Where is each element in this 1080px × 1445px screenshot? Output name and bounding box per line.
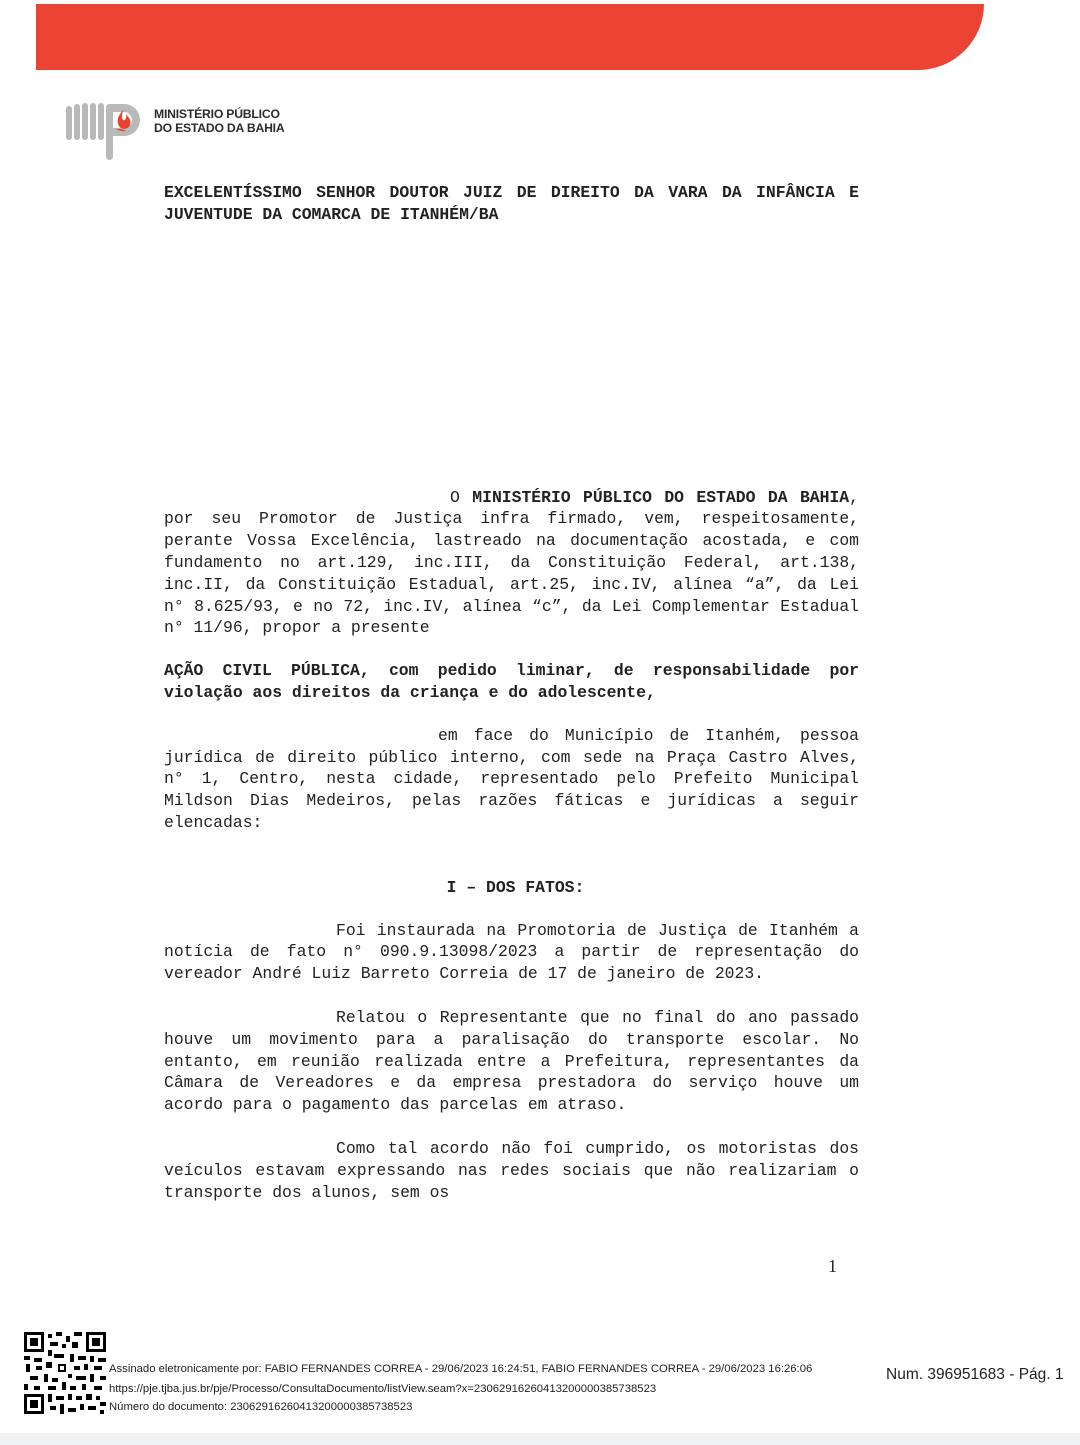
intro-institution: MINISTÉRIO PÚBLICO DO ESTADO DA BAHIA <box>472 487 850 507</box>
footer-num-page: Num. 396951683 - Pág. 1 <box>886 1366 1064 1383</box>
action-title: AÇÃO CIVIL PÚBLICA, com pedido liminar, de responsabilidade por violação aos direitos da criança e do adolescente, <box>164 661 859 702</box>
mp-logo-icon <box>66 100 146 162</box>
fact-paragraph-2: Relatou o Representante que no final do ano passado houve um movimento para a paralisação do transporte escolar. No entanto, em reunião realizada entre a Prefeitura, representantes da Câmara de Vereadores e da empresa prestadora do serviço houve um acordo para o pagamento das parcelas em atraso. <box>164 1007 859 1115</box>
bottom-strip <box>0 1433 1080 1445</box>
logo-line-1: MINISTÉRIO PÚBLICO <box>154 107 280 121</box>
footer-signature: Assinado eletronicamente por: FABIO FERNANDES CORREA - 29/06/2023 16:24:51, FABIO FERNANDES CORREA - 29/06/2023 16:26:06 <box>109 1363 813 1375</box>
addressee: EXCELENTÍSSIMO SENHOR DOUTOR JUIZ DE DIREITO DA VARA DA INFÂNCIA E JUVENTUDE DA COMARCA DE ITANHÉM/BA <box>164 183 859 224</box>
document-body <box>164 182 859 1203</box>
intro-paragraph <box>164 487 859 640</box>
defendant-paragraph: em face do Município de Itanhém, pessoa jurídica de direito público interno, com sede na Praça Castro Alves, n° 1, Centro, nesta cidade, representado pelo Prefeito Municipal Mildson Dias Medeiros, pelas razões fáticas e jurídicas a seguir elencadas: <box>164 725 859 832</box>
logo-line-2: DO ESTADO DA BAHIA <box>154 121 285 135</box>
fact-paragraph-1: Foi instaurada na Promotoria de Justiça de Itanhém a notícia de fato n° 090.9.13098/2023 a partir de representação do vereador André Luiz Barreto Correia de 17 de janeiro de 2023. <box>164 920 859 984</box>
qr-code-icon <box>24 1332 106 1414</box>
header-band <box>36 4 984 70</box>
intro-rest: , por seu Promotor de Justiça infra firmado, vem, respeitosamente, perante Vossa Excelência, lastreado na documentação acostada, e com fundamento no art.129, inc.III, da Constituição Federal, art.138, inc.II, da Constituição Estadual, art.25, inc.IV, alínea “a”, da Lei n° 8.625/93, e no 72, inc.IV, alínea “c”, da Lei Complementar Estadual n° 11/96, propor a presente <box>164 487 859 638</box>
intro-prefix: O <box>450 487 473 507</box>
mp-logo <box>66 100 296 164</box>
section-heading: I – DOS FATOS: <box>446 877 585 897</box>
page-number: 1 <box>828 1256 837 1276</box>
footer-document-number: Número do documento: 23062916260413200000385738523 <box>109 1401 413 1413</box>
footer-url[interactable]: https://pje.tjba.jus.br/pje/Processo/ConsultaDocumento/listView.seam?x=23062916260413200000385738523 <box>109 1383 657 1395</box>
fact-paragraph-3: Como tal acordo não foi cumprido, os motoristas dos veículos estavam expressando nas redes sociais que não realizariam o transporte dos alunos, sem os <box>164 1138 859 1202</box>
